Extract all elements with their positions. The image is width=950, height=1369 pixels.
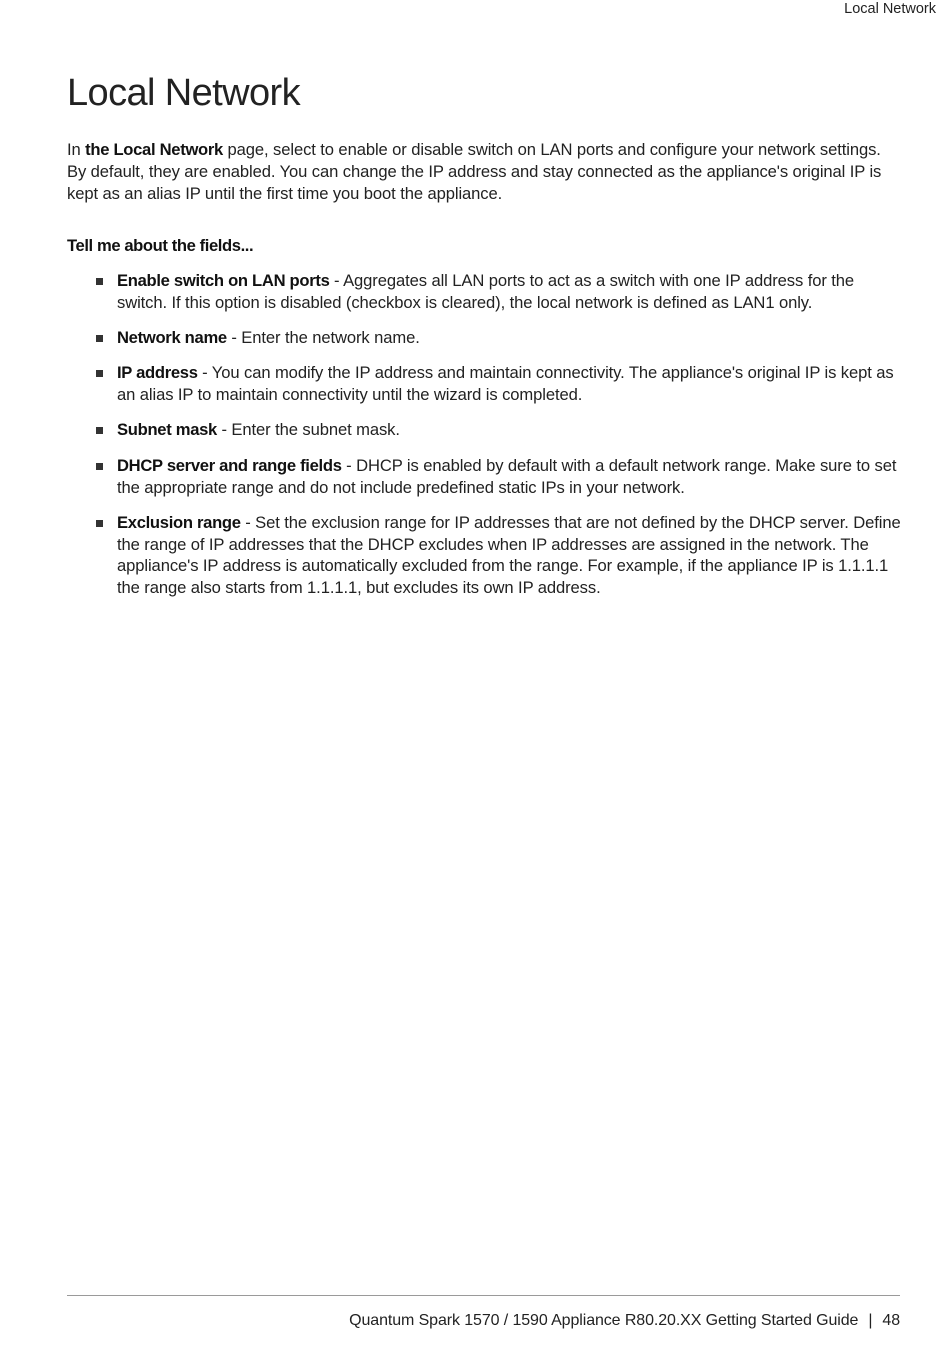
fields-heading: Tell me about the fields...: [67, 236, 254, 255]
field-description: - You can modify the IP address and maintain connectivity. The appliance's original IP is kept as an alias IP to maintain connectivity until the wizard is completed.: [117, 363, 894, 405]
field-name: Network name: [117, 328, 227, 348]
field-item-network-name: [95, 327, 905, 349]
square-bullet-icon: [96, 427, 103, 434]
square-bullet-icon: [96, 463, 103, 470]
field-description: - Set the exclusion range for IP addresses that are not defined by the DHCP server. Define the range of IP addresses that the DHCP excludes when IP addresses are assigned in the network. The appliance's IP address is automatically excluded from the range. For example, if the appliance IP is 1.1.1.1 the range also starts from 1.1.1.1, but excludes its own IP address.: [117, 512, 901, 598]
field-item-dhcp-server: [95, 455, 905, 499]
square-bullet-icon: [96, 278, 103, 285]
intro-bold-page-name: the Local Network: [85, 140, 223, 159]
field-name: Exclusion range: [117, 512, 241, 532]
field-item-subnet-mask: [95, 419, 905, 441]
field-item-ip-address: [95, 362, 905, 406]
field-name: Subnet mask: [117, 420, 217, 440]
square-bullet-icon: [96, 370, 103, 377]
footer-guide-title: Quantum Spark 1570 / 1590 Appliance R80.20.XX Getting Started Guide: [349, 1312, 859, 1329]
footer: [349, 1311, 900, 1331]
field-description: - Aggregates all LAN ports to act as a switch with one IP address for the switch. If this option is disabled (checkbox is cleared), the local network is defined as LAN1 only.: [117, 271, 855, 312]
field-name: IP address: [117, 363, 198, 383]
intro-paragraph: [67, 139, 899, 204]
field-name: DHCP server and range fields: [117, 455, 342, 475]
field-description: - DHCP is enabled by default with a default network range. Make sure to set the appropriate range and do not include predefined static IPs in your network.: [117, 455, 897, 497]
footer-divider: [67, 1295, 900, 1296]
field-item-exclusion-range: [95, 512, 905, 599]
footer-separator: |: [868, 1312, 873, 1329]
intro-prefix: In: [67, 140, 86, 159]
square-bullet-icon: [96, 335, 103, 342]
field-name: Enable switch on LAN ports: [117, 271, 330, 290]
running-header: Local Network: [844, 1, 936, 17]
square-bullet-icon: [96, 520, 103, 527]
field-description: - Enter the network name.: [226, 328, 420, 348]
intro-text: page, select to enable or disable switch on LAN ports and configure your network settings. By default, they are enabled. You can change the IP address and stay connected as the appliance's original IP is kept as an alias IP until the first time you boot the appliance.: [67, 140, 882, 203]
field-list: [95, 270, 905, 613]
page-number: 48: [882, 1312, 900, 1329]
field-description: - Enter the subnet mask.: [216, 420, 400, 440]
field-item-enable-switch: [95, 270, 905, 314]
page-title: Local Network: [67, 72, 300, 114]
